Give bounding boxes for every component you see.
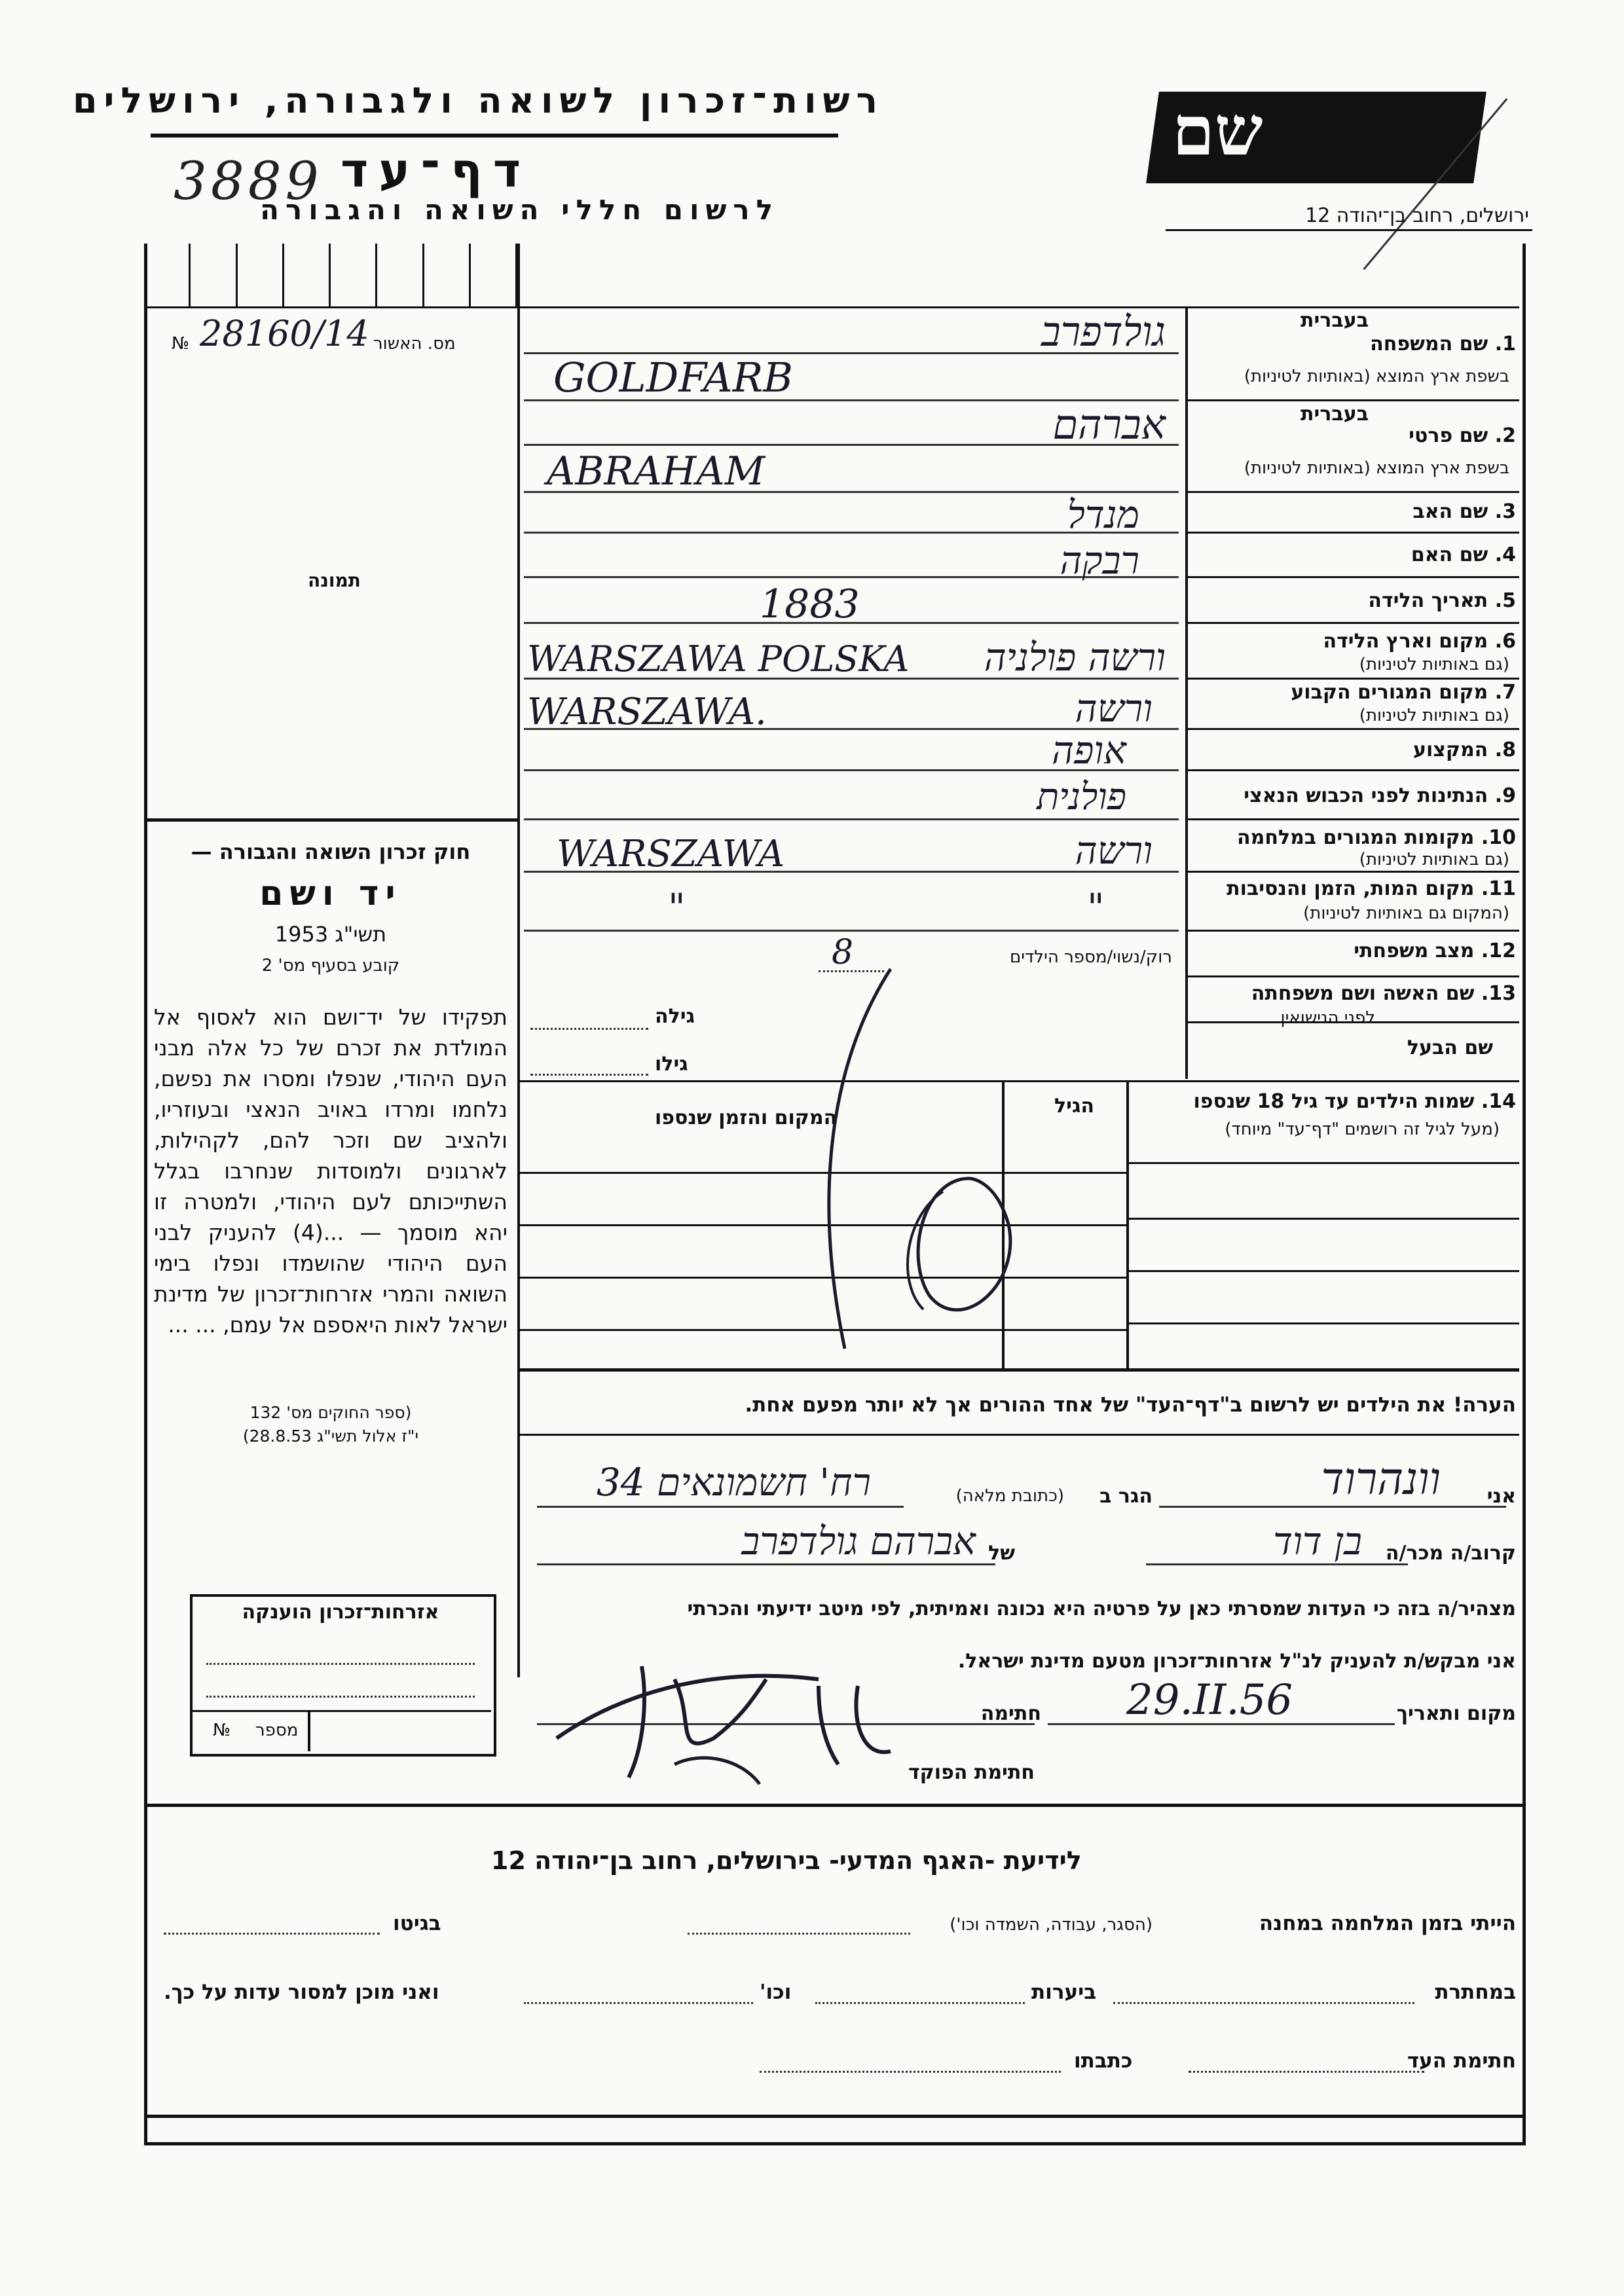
row-rule: [1185, 576, 1519, 578]
citizenship-number-label: מספר: [255, 1721, 299, 1740]
photo-label: תמונה: [308, 570, 361, 591]
children-col-divider: [1126, 1080, 1129, 1368]
field-1-sub: בעברית: [1301, 309, 1369, 332]
footer-rule: [144, 1804, 1522, 1807]
relation-label: קרוב/ה מכר/ה: [1385, 1542, 1516, 1565]
field-num: 14.: [1481, 1090, 1516, 1113]
law-year: תשי"ג 1953: [274, 922, 387, 947]
field-num: 13.: [1481, 982, 1516, 1005]
cell: [331, 244, 377, 306]
signature-label: חתימה: [980, 1702, 1041, 1725]
field-7-latin-value[interactable]: WARSZAWA.: [527, 691, 767, 733]
field-husband-label: שם הבעל: [1407, 1036, 1493, 1059]
form-title: דף־עד: [341, 143, 532, 198]
logo: שם: [1172, 90, 1263, 171]
field-num: 7.: [1494, 681, 1516, 704]
footer-line1-hint: (הסגר, עבודה, השמדה וכו'): [950, 1915, 1153, 1935]
field-2-label: [1409, 424, 1516, 447]
approval-no-prefix: №: [172, 334, 190, 354]
field-6-hint: (גם באותיות לטיניות): [1359, 655, 1509, 674]
field-12-options: רוק/נשוי/מספר הילדים: [1009, 947, 1172, 967]
row-rule: [1185, 975, 1519, 977]
cell: [424, 244, 471, 306]
footer-line2-b: ביערות: [1031, 1980, 1097, 2004]
cell: [284, 244, 331, 306]
resides-label: הגר ב: [1099, 1485, 1153, 1508]
row-rule: [1185, 532, 1519, 534]
field-label-text: שם האם: [1411, 543, 1488, 566]
cell: [377, 244, 424, 306]
field-label-text: מצב משפחתי: [1354, 939, 1475, 962]
row-rule: [1185, 769, 1519, 771]
box-divider: [308, 1710, 310, 1751]
field-label-text: שם האב: [1412, 500, 1488, 523]
label-column-divider: [1185, 306, 1188, 1079]
dotted-line: [530, 1074, 648, 1076]
field-num: 12.: [1481, 939, 1516, 962]
citizenship-title: אזרחות־זכרון הוענקה: [242, 1601, 439, 1624]
footer-line3-a: חתימת העד: [1407, 2049, 1516, 2073]
field-4-value[interactable]: רבקה: [1060, 538, 1139, 583]
relation-line: [1146, 1563, 1408, 1565]
cell: [471, 244, 517, 306]
field-14-label: [1193, 1090, 1516, 1113]
law-title: חוק זכרון השואה והגבורה —: [191, 839, 471, 864]
declarant-name[interactable]: וונהרוד: [1321, 1453, 1441, 1505]
declaration-text: מצהיר/ה בזה כי העדות שמסרתי כאן על פרטיה היא נכונה ואמיתית, לפי מיטב ידיעתי והכרתי: [687, 1597, 1516, 1620]
of-label: של: [988, 1542, 1015, 1565]
field-1-hebrew-value[interactable]: גולדפרב: [1041, 308, 1166, 355]
field-label-text: הנתינות לפני הכבוש הנאצי: [1244, 784, 1488, 807]
field-13-age-label: גילה: [655, 1005, 695, 1028]
field-5-label: [1368, 589, 1516, 612]
field-1-label: [1370, 333, 1516, 355]
field-1-hint: בשפת ארץ המוצא (באותיות לטיניות): [1244, 367, 1509, 386]
footer-line2-c: וכו': [760, 1980, 792, 2004]
dotted-line: [1189, 2071, 1424, 2073]
field-label-text: שם פרטי: [1409, 424, 1488, 447]
field-num: 5.: [1494, 589, 1516, 612]
field-8-label: [1413, 738, 1516, 761]
footer-line3-b: כתבתו: [1074, 2049, 1133, 2073]
row-rule: [144, 306, 1519, 308]
field-12-children-count[interactable]: 8: [832, 933, 854, 972]
field-label-text: מקום המגורים הקבוע: [1291, 681, 1488, 704]
dotted-line: [1113, 2002, 1414, 2004]
row-rule: [1185, 728, 1519, 730]
field-num: 8.: [1494, 738, 1516, 761]
crossout-strokes: [773, 943, 1100, 1368]
law-body: תפקידו של יד־ושם הוא לאסוף אל המולדת את זכרם של כל אלה מבני העם היהודי, שנפלו ומסרו את נפשם, נלחמו ומרדו באויב הנאצי ובעוזריו, ולהציב שם וזכר להם, לקהילות, לארגונים ולמוסדות שנחרבו בגלל השתייכותם לעם היהודי, ולמטרה זו יהא מוסמך — ...(4) להעניק לבני העם היהודי שהושמדו ונפלו בימי השואה והמרי אזרחות־זכרון של מדינת ישראל לאות היאספם אל עמם, ... ...: [154, 1004, 507, 1338]
declarant-i-label: אני: [1486, 1485, 1516, 1508]
field-12-label: [1354, 939, 1516, 962]
field-11-line: [524, 930, 1179, 932]
field-2-latin-value[interactable]: ABRAHAM: [547, 448, 766, 494]
row-rule: [1126, 1270, 1519, 1272]
field-1-latin-value[interactable]: GOLDFARB: [553, 354, 793, 401]
row-rule: [1185, 399, 1519, 401]
cell: [238, 244, 284, 306]
approval-number: 28160/14: [200, 313, 369, 354]
place-date-label: מקום ותאריך: [1396, 1702, 1516, 1725]
note-rule: [517, 1368, 1519, 1372]
field-num: 4.: [1494, 543, 1516, 566]
row-rule: [1126, 1322, 1519, 1324]
field-6-label: [1323, 630, 1516, 653]
row-rule: [1185, 491, 1519, 493]
field-num: 1.: [1494, 333, 1516, 355]
field-10-hebrew-value[interactable]: ורשה: [1075, 828, 1153, 873]
officer-label: חתימת הפוקד: [908, 1761, 1035, 1784]
footer-line2-a: במחתרת: [1435, 1980, 1516, 2004]
row-rule: [1185, 678, 1519, 680]
field-3-label: [1412, 500, 1516, 523]
field-label-text: שמות הילדים עד גיל 18 שנספו: [1193, 1090, 1475, 1113]
cell: [144, 244, 191, 306]
row-rule: [517, 1434, 1519, 1436]
declarant-name-line: [1159, 1506, 1506, 1508]
field-label-text: מקום המות, הזמן והנסיבות: [1227, 877, 1475, 900]
field-2-hint: בשפת ארץ המוצא (באותיות לטיניות): [1244, 458, 1509, 478]
field-3-value[interactable]: מנדל: [1067, 492, 1139, 537]
field-num: 2.: [1494, 424, 1516, 447]
field-num: 3.: [1494, 500, 1516, 523]
box-rule: [190, 1710, 491, 1712]
footer-title: לידיעת -האגף המדעי- בירושלים, רחוב בן־יהודה 12: [491, 1846, 1082, 1875]
dotted-line: [524, 2002, 753, 2004]
photo-law-divider: [144, 818, 517, 822]
declarant-address[interactable]: רח' חשמונאים 34: [596, 1460, 871, 1504]
field-9-value[interactable]: פולנית: [1037, 776, 1126, 818]
field-husband-age-label: גילו: [655, 1053, 688, 1076]
top-cells: [144, 244, 517, 306]
footer-line1-end: בגיטו: [393, 1912, 441, 1935]
field-6-hebrew-value[interactable]: ורשה פולניה: [984, 635, 1166, 680]
row-rule: [1185, 930, 1519, 932]
relation-value[interactable]: בן דוד: [1273, 1519, 1362, 1563]
form-subtitle: לרשום חללי השואה והגבורה: [260, 194, 779, 226]
dotted-line: [164, 1933, 380, 1935]
field-7-hebrew-value[interactable]: ורשה: [1075, 686, 1153, 731]
field-label-text: שם האשה ושם משפחתה: [1251, 982, 1475, 1005]
left-column-divider: [517, 244, 520, 1677]
field-label-text: המקצוע: [1412, 738, 1488, 761]
field-num: 11.: [1481, 877, 1516, 900]
field-11-label: [1227, 877, 1516, 900]
field-10-latin-value[interactable]: WARSZAWA: [557, 833, 785, 875]
row-rule: [1126, 1218, 1519, 1220]
row-rule: [1185, 622, 1519, 624]
of-name-value[interactable]: אברהם גולדפרב: [741, 1519, 976, 1563]
cell: [191, 244, 237, 306]
serial-number: 3889: [174, 151, 323, 211]
field-label-text: שם המשפחה: [1370, 333, 1488, 355]
field-10-label: [1237, 826, 1516, 849]
approval-label: מס. האשור: [373, 334, 456, 354]
header-rule: [151, 134, 838, 137]
law-name: יד ושם: [259, 874, 402, 913]
field-5-value[interactable]: 1883: [760, 581, 860, 627]
law-footnote: (ספר החוקים מס' 132 י"ז אלול תשי"ג 28.8.53): [242, 1403, 419, 1446]
field-num: 10.: [1481, 826, 1516, 849]
dotted-line: [815, 2002, 1025, 2004]
dotted-line: [760, 2071, 1061, 2073]
field-2-sub: בעברית: [1301, 403, 1369, 426]
children-age-column: הגיל: [1054, 1095, 1094, 1118]
field-4-label: [1411, 543, 1516, 566]
field-label-text: מקומות המגורים במלחמה: [1237, 826, 1475, 849]
organization-name: רשות־זכרון לשואה ולגבורה, ירושלים: [72, 80, 884, 121]
field-11-hint: (המקום גם באותיות לטיניות): [1303, 903, 1509, 923]
dotted-line: [530, 1028, 648, 1030]
of-name-line: [537, 1563, 995, 1565]
field-2-hebrew-value[interactable]: אברהם: [1052, 401, 1166, 448]
field-9-line: [524, 818, 1179, 820]
dotted-line: [688, 1933, 910, 1935]
field-13-label: [1251, 982, 1516, 1005]
footer-line1-start: הייתי בזמן המלחמה במחנה: [1259, 1912, 1516, 1935]
row-rule: [1185, 871, 1519, 873]
address: ירושלים, רחוב בן־יהודה 12: [1305, 204, 1529, 227]
field-8-value[interactable]: אופה: [1051, 728, 1126, 773]
field-14-hint: (מעל לגיל זה רושמים "דף־עד" מיוחד): [1225, 1120, 1500, 1139]
row-rule: [1185, 818, 1519, 820]
children-place-column: המקום והזמן שנספו: [655, 1106, 838, 1129]
dotted-line: [206, 1696, 475, 1698]
citizenship-no-prefix: №: [213, 1721, 231, 1740]
field-label-text: תאריך הלידה: [1368, 589, 1488, 612]
address-rule: [1166, 229, 1532, 231]
date-value[interactable]: 29.II.56: [1126, 1676, 1293, 1724]
field-label-text: מקום וארץ הלידה: [1323, 630, 1488, 653]
field-7-hint: (גם באותיות לטיניות): [1359, 706, 1509, 725]
field-num: 6.: [1494, 630, 1516, 653]
field-13-hint: לפני הנישואין: [1280, 1008, 1375, 1028]
field-10-hint: (גם באותיות לטיניות): [1359, 850, 1509, 869]
field-7-label: [1291, 681, 1516, 704]
field-11-hebrew-value[interactable]: ": [1087, 885, 1105, 930]
field-9-label: [1244, 784, 1516, 807]
bottom-rule: [144, 2115, 1522, 2118]
footer-line2-d: ואני מוכן למסור עדות על כך.: [164, 1980, 439, 2004]
dotted-line: [206, 1663, 475, 1665]
field-11-latin-value[interactable]: ": [668, 885, 686, 930]
address-line: [537, 1506, 904, 1508]
request-text: אני מבקש/ת להעניק לנ"ל אזרחות־זכרון מטעם מדינת ישראל.: [957, 1650, 1516, 1673]
address-hint: (כתובת מלאה): [955, 1486, 1064, 1506]
law-section: קובע בסעיף מס' 2: [261, 956, 400, 975]
field-6-latin-value[interactable]: WARSZAWA POLSKA: [527, 638, 910, 680]
note-text: הערה! את הילדים יש לרשום ב"דף־העד" של אחד ההורים אך לא יותר מפעם אחת.: [745, 1393, 1516, 1417]
field-num: 9.: [1494, 784, 1516, 807]
row-rule: [1126, 1162, 1519, 1164]
